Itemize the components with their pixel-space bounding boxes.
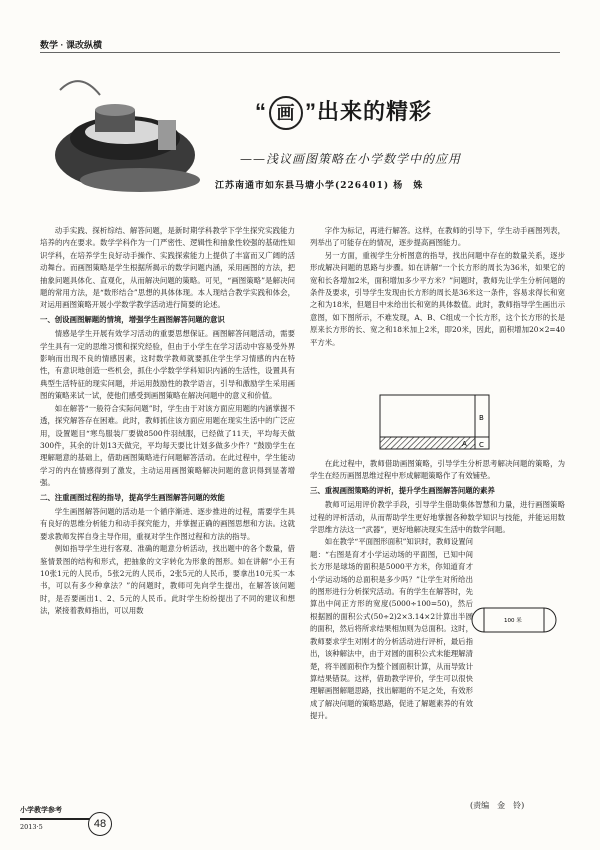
field-length-label: 100 米 <box>504 618 522 624</box>
paragraph: 教师可运用评价教学手段，引导学生借助集体智慧和力量，进行画图策略过程的评析活动，从而帮助学生更好地掌握各种数学知识与技能，并能运用数学思维方法这一“武器”，更好地解决现实生活中的数学问题。 <box>310 500 565 535</box>
label-a: A <box>462 440 467 448</box>
header-section: 数学 · 课改纵横 <box>40 40 102 50</box>
title-hua-circle: 画 <box>269 96 303 130</box>
paragraph: 另一方面，重视学生分析图意的指导，找出问题中存在的数量关系，逐步形成解决问题的思路与步骤。如在讲解“一个长方形的周长为36米，如果它的宽和长各增加2米，面积增加多少平方米？”问题时，教师先让学生分析问题的条件及要求，引导学生发现由长方形的周长是36米这一条件，容易求得长和宽之和为18米，但题目中未给出长和宽的具体数值。此时，教师指导学生画出示意图，如下图所示，不难发现，A、B、C组成一个长方形，这个长方形的长是原来长方形的长、宽之和18米加上2米，即20米，因此，面积增加20×2=40平方米。 <box>310 250 565 347</box>
paragraph: 字作为标记，再进行解答。这样，在教师的引导下，学生动手画图列表，列举出了可能存在的情况，逐步提高画图能力。 <box>310 226 565 248</box>
title-rest: ”出来的精彩 <box>305 99 433 124</box>
section-heading-3: 三、重视画图策略的评析，提升学生画图解答问题的素养 <box>310 485 495 495</box>
right-column-top <box>310 225 565 387</box>
page-number: 48 <box>88 812 112 836</box>
tea-set-illustration <box>40 60 200 210</box>
title-open-quote: “ <box>255 99 267 124</box>
issue-date: 2013·5 <box>20 823 43 831</box>
intro-paragraph: 动手实践、探析综结、解答问题，是新时期学科教学下学生探究实践能力培养的内在要求。数学学科作为一门严密性、逻辑性和抽象性较强的基础性知识学科，在培养学生良好动手操作、实践探索能力上提供了丰富而又广阔的活动舞台。而画图策略是学生根据所揭示的数学问题内涵，采用画图的方法，把抽象问题具体化、直观化，从而解决问题的策略。可见，“画图策略”是解决问题的常用方法，是“数形结合”思想的具体体现。本人现结合教学实践和体会，对运用画图策略开展小学数学教学活动进行简要的论述。 <box>40 226 295 310</box>
rectangle-diagram <box>370 390 510 455</box>
region-a <box>380 437 475 449</box>
playground-diagram <box>470 606 558 634</box>
paragraph: 例如指导学生进行客观、准确的题意分析活动，找出题中的各个数量，借鉴情景图的结构和形式，把抽象的文字转化为形象的图形。如在讲解“小王有10张1元的人民币，5张2元的人民币，2张5元的人民币，要拿出10元买一本书，可以有多少种拿法？”的问题时，教师可先向学生提出，在解答该问题时，是否要画出1、2、5元的人民币。此时学生纷纷提出了不同的建议和想法，紧接着教师指出，可以用数 <box>40 544 295 616</box>
paragraph: 如在解答“一般符合实际问题”时，学生由于对该方面应用题的内涵掌握不透，探究解答存在困难。此时，教师抓住该方面应用题在现实生活中的广泛应用，设置题目“寒鸟服装厂要做8500件羽绒服，已经做了11天，平均每天做300件，其余的计划13天做完，平均每天要比计划多做多少件？”鼓励学生在理解题意的基础上，借助画图策略进行问题解答活动。在此过程中，学生能动学习的内在情感得到了激发，主动运用画图策略解决问题的意识得到显著增强。 <box>40 403 295 488</box>
label-c: C <box>479 441 484 449</box>
section-heading-2: 二、注重画图过程的指导，提高学生画图解答问题的效能 <box>40 492 225 502</box>
paragraph: 情感是学生开展有效学习活动的重要思想保证。画图解答问题活动，需要学生具有一定的思维习惯和探究经验，但由于小学生在学习活动中容易受外界影响而出现不良的情感因素，这时数学教师就要抓住学生学习情感的内在特性，有意识地创造一些机会，抓住小学数学学科知识内涵的生活性，设置具有典型生活特征的现实问题，并运用鼓励性的教学语言，引导和激励学生采用画图的策略来试一试，使他们感受到画图策略在解决问题中的意义和价值。 <box>40 329 295 401</box>
original-rectangle <box>380 395 475 437</box>
section-heading-1: 一、创设画图解题的情境，增强学生画图解答问题的意识 <box>40 314 225 324</box>
label-b: B <box>479 414 484 422</box>
journal-logo: 小学教学参考 <box>20 807 62 814</box>
header-rule <box>40 52 560 53</box>
article-subtitle: ——浅议画图策略在小学数学中的应用 <box>240 152 462 166</box>
paragraph: 在此过程中，教师借助画图策略，引导学生分析思考解决问题的策略，为学生在经历画图思维过程中形成解题策略作了有效铺垫。 <box>310 459 565 481</box>
article-title <box>255 95 432 130</box>
author-line: 江苏南通市如东县马塘小学(226401) 杨 姝 <box>215 181 424 191</box>
paragraph: 学生画图解答问题的活动是一个循序渐进、逐步推进的过程，需要学生具有良好的思维分析能力和动手探究能力，并掌握正确的画图思想和方法。这就要求教师发挥自身主导作用，重视对学生作图过程和方法的指导。 <box>40 506 295 541</box>
editor-note: (责编 金 铃) <box>470 801 525 810</box>
left-column <box>40 225 295 815</box>
paragraph: 如在教学“平面图形面积”知识时，教师设置问题：“右图是育才小学运动场的平面图，已知中间长方形是球场的面积是5000平方米，你知道育才小学运动场的总面积是多少吗？”让学生对所给出的图形进行分析探究活动。有的学生在解答时，先算出中间正方形的宽度(5000÷100=50)，然后根据圆的面积公式(50÷2)2×3.14×2计算出半圆的面积，然后将所求结果相加则为总面积。这时，教师要求学生对刚才的分析活动进行评析，最后指出，该种解法中，由于对圆的面积公式未能理解清楚，将半圆面积作为整个圆面积计算，从而导致计算结果错误。这样，借助教学评价，学生可以很快理解画图解题思路，找出解题的不足之处，有效形成了解决问题的策略思路，促进了解题素养的有效提升。 <box>310 537 473 721</box>
